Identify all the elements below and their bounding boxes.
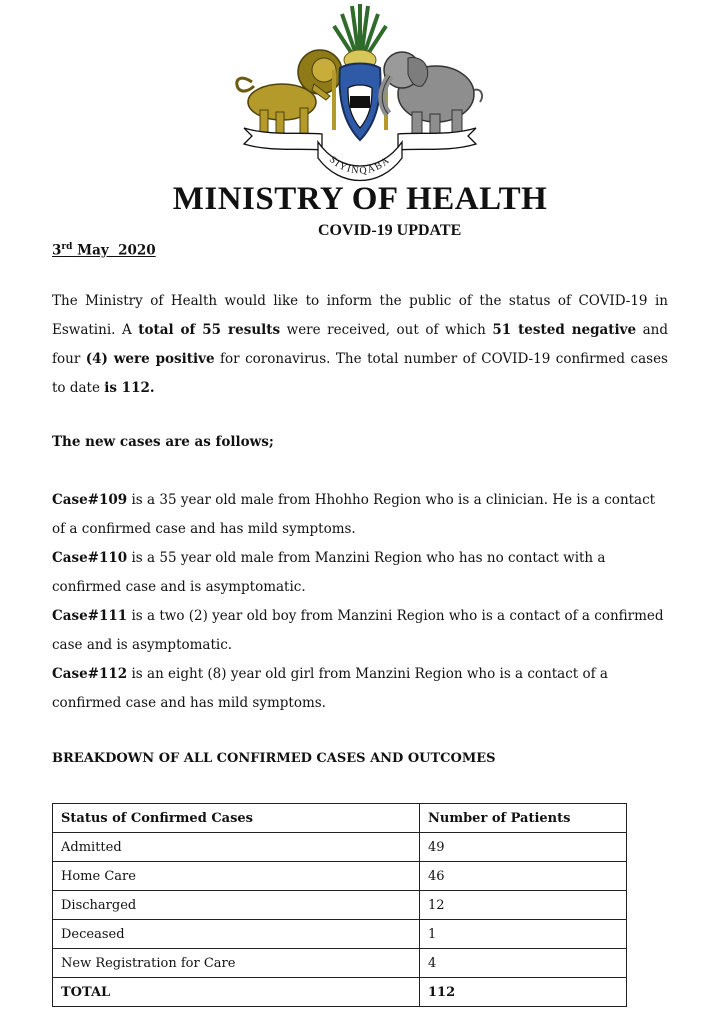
case-list <box>52 486 668 718</box>
intro-bold: total of 55 results <box>138 322 281 338</box>
case-description: is an eight (8) year old girl from Manzini Region who is a contact of a confirmed case and has mild symptoms. <box>52 666 608 711</box>
column-header: Status of Confirmed Cases <box>53 804 420 833</box>
case-id: Case#112 <box>52 666 128 682</box>
intro-text: and four <box>52 322 669 367</box>
cases-breakdown-table <box>52 803 627 1007</box>
plume-icon <box>334 4 386 70</box>
document-date <box>52 242 156 259</box>
case-description: is a 55 year old male from Manzini Region who has no contact with a confirmed case and is asymptomatic. <box>52 550 606 595</box>
elephant-icon <box>382 52 482 134</box>
date-month-year: May 2020 <box>72 242 156 259</box>
intro-bold: 51 tested negative <box>492 322 637 338</box>
case-entry <box>52 544 668 602</box>
table-cell-status: TOTAL <box>53 978 420 1007</box>
date-suffix: rd <box>61 242 73 252</box>
table-row <box>53 949 627 978</box>
table-cell-status: Home Care <box>53 862 420 891</box>
intro-text: for coronavirus. The total number of COVID-19 confirmed cases to date <box>52 351 668 396</box>
table-row <box>53 862 627 891</box>
new-cases-heading: The new cases are as follows; <box>52 434 274 450</box>
lion-icon <box>237 50 342 134</box>
case-id: Case#110 <box>52 550 128 566</box>
case-description: is a 35 year old male from Hhohho Region who is a clinician. He is a contact of a confirmed case and has mild symptoms. <box>52 492 656 537</box>
case-description: is a two (2) year old boy from Manzini Region who is a contact of a confirmed case and is asymptomatic. <box>52 608 664 653</box>
table-row <box>53 891 627 920</box>
column-header: Number of Patients <box>420 804 627 833</box>
table-total-row <box>53 978 627 1007</box>
table-cell-status: Deceased <box>53 920 420 949</box>
intro-text: The Ministry of Health would like to inform the public of the status of COVID-19 in Eswatini. A <box>52 293 668 338</box>
table-row <box>53 920 627 949</box>
case-entry <box>52 486 668 544</box>
coat-of-arms-emblem <box>230 4 490 182</box>
table-header-row <box>53 804 627 833</box>
table-cell-status: New Registration for Care <box>53 949 420 978</box>
table-cell-status: Discharged <box>53 891 420 920</box>
intro-paragraph <box>52 287 668 403</box>
table-cell-count: 46 <box>420 862 627 891</box>
date-day: 3 <box>52 242 62 259</box>
intro-bold: (4) were positive <box>85 351 215 367</box>
case-id: Case#111 <box>52 608 128 624</box>
intro-bold: is 112. <box>104 380 155 396</box>
table-cell-count: 4 <box>420 949 627 978</box>
table-cell-count: 1 <box>420 920 627 949</box>
intro-text: were received, out of which <box>280 322 493 338</box>
page-title: MINISTRY OF HEALTH <box>172 181 548 217</box>
table-row <box>53 833 627 862</box>
table-cell-count: 49 <box>420 833 627 862</box>
table-cell-count: 12 <box>420 891 627 920</box>
case-entry <box>52 660 668 718</box>
page-subtitle: COVID-19 UPDATE <box>318 222 462 239</box>
table-cell-count: 112 <box>420 978 627 1007</box>
table-cell-status: Admitted <box>53 833 420 862</box>
case-entry <box>52 602 668 660</box>
motto-text: SIYINQABA <box>327 154 393 177</box>
breakdown-heading: BREAKDOWN OF ALL CONFIRMED CASES AND OUTCOMES <box>52 751 496 766</box>
case-id: Case#109 <box>52 492 128 508</box>
